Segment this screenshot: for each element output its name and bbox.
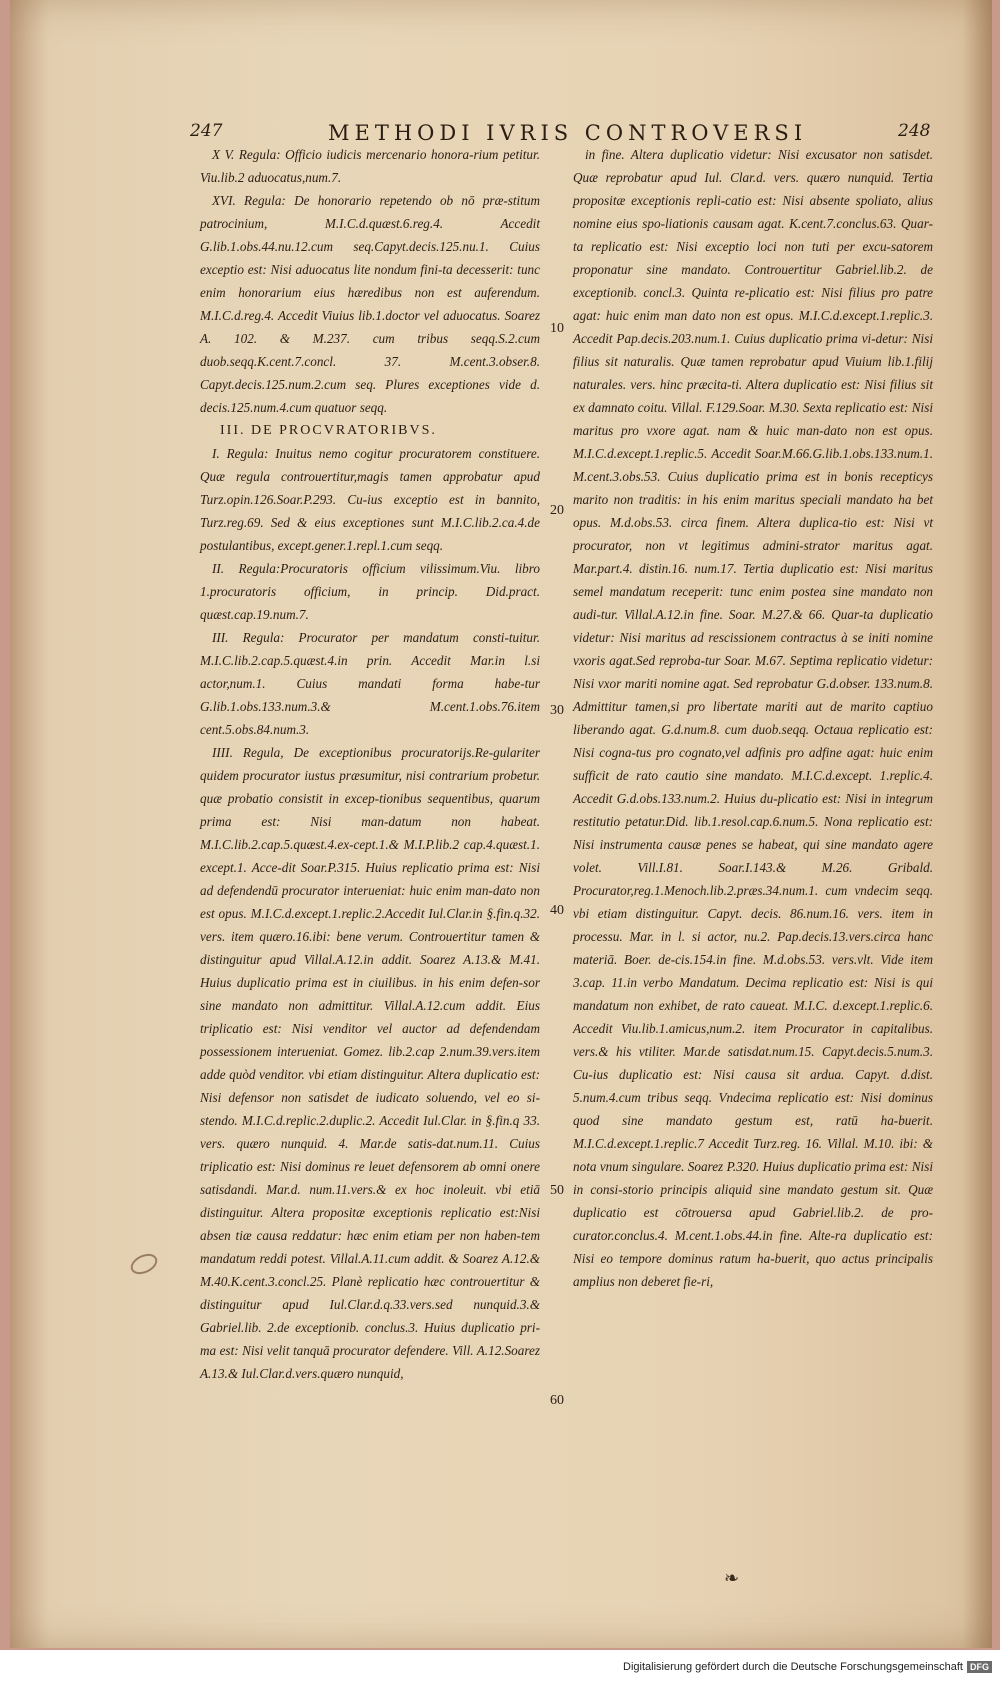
book-page [10, 0, 992, 1648]
dfg-logo: DFG [967, 1661, 992, 1673]
line-number: 50 [550, 1183, 564, 1198]
paragraph: II. Regula:Procuratoris officium vilissimum.Viu. libro 1.procuratoris officium, in princip. Did.pract. quæst.cap.19.num.7. [200, 561, 540, 622]
ornament-icon: ❧ [724, 1568, 740, 1589]
running-title: METHODI IVRIS CONTROVERSI [328, 121, 808, 145]
paragraph: I. Regula: Inuitus nemo cogitur procuratorem constituere. Quæ regula controuertitur,magis tamen approbatur apud Turz.opin.126.Soar.P.293. Cu-ius exceptio est in bannito, Turz.reg.69. Sed & eius exceptiones sunt M.I.C.lib.2.ca.4.de postulantibus, except.gener.1.repl.1.cum seqq. [200, 446, 540, 553]
paragraph: X V. Regula: Officio iudicis mercenario honora-rium petitur. Viu.lib.2 aduocatus,num.7. [200, 147, 540, 185]
line-number: 30 [550, 703, 564, 718]
line-number: 60 [550, 1393, 564, 1408]
left-column [200, 143, 540, 1385]
digitization-footer [623, 1659, 992, 1675]
line-number: 10 [550, 321, 564, 336]
page-number-right: 248 [898, 121, 931, 141]
paragraph: IIII. Regula, De exceptionibus procuratorijs.Re-gulariter quidem procurator iustus præsumitur, nisi contrarium probetur. quæ probatio consistit in excep-tionibus sequentibus, quarum prima est: Nisi man-datum non habeat. M.I.C.lib.2.cap.5.quæst.4.ex-cept.1.& M.I.P.lib.2 cap.4.quæst.1. except.1. Acce-dit Soar.P.315. Huius replicatio prima est: Nisi ad defendendū procurator interueniat: huic enim man-dato non est opus. M.I.C.d.except.1.replic.2.Accedit Iul.Clar.in §.fin.q.32. vers. item quæro.16.ibi: bene verum. Controuertitur tamen & distinguitur apud Villal.A.12.in addit. Soarez A.13.& M.41. Huius duplicatio prima est in ciuilibus. in his enim defen-sor sine mandato non admittitur. Villal.A.12.cum addit. Eius triplicatio est: Nisi venditor vel auctor ad defendendam possessionem interueniat. Gomez. lib.2.cap 2.num.39.vers.item adde quòd venditor. vbi etiam distinguitur. Altera duplicatio est: Nisi defensor non satisdet de iudicato soluendo, vel eo si-stendo. M.I.C.d.replic.2.duplic.2. Accedit Iul.Clar. in §.fin.q 33. vers. quæro nunquid. 4. Mar.de satis-dat.num.11. Cuius triplicatio est: Nisi dominus re leuet defensorem ab omni onere satisdandi. Mar.d. num.11.vers.& ex hoc inoleuit. vbi etiā distinguitur. Altera propositæ exceptionis replicatio est:Nisi absen tiæ causa reddatur: hæc enim etiam per non haben-tem mandatum reddi potest. Villal.A.11.cum addit. & Soarez A.12.& M.40.K.cent.3.concl.25. Planè replicatio hæc controuertitur & distinguitur apud Iul.Clar.d.q.33.vers.sed nunquid.3.& Gabriel.lib. 2.de exceptionib. conclus.3. Huius duplicatio pri-ma est: Nisi velit tanquā procurator defendere. Vill. A.12.Soarez A.13.& Iul.Clar.d.vers.quæro nunquid, [200, 745, 540, 1381]
right-column [573, 143, 933, 1293]
line-number: 20 [550, 503, 564, 518]
funding-credit: Digitalisierung gefördert durch die Deutsche Forschungsgemeinschaft [623, 1661, 963, 1673]
paragraph: in fine. Altera duplicatio videtur: Nisi excusator non satisdet. Quæ reprobatur apud Iul. Clar.d. vers. quæro nunquid. Tertia propositæ exceptionis repli-catio est: Nisi absente spoliato, alius nomine eius spo-liationis causam agat. K.cent.7.conclus.63. Quar-ta replicatio est: Nisi exceptio loci non tuti per excu-satorem proponatur sine mandato. Controuertitur Gabriel.lib.2. de exceptionib. concl.3. Quinta re-plicatio est: Nisi filius pro patre agat: huic enim man dato non est opus. M.I.C.d.except.1.replic.3. Accedit Pap.decis.203.num.1. Cuius duplicatio prima vi-detur: Nisi filius sit naturalis. Quæ tamen reprobatur apud Viuium lib.1.filij naturales. vers. hinc præcita-ti. Altera duplicatio est: Nisi filius sit ex damnato coitu. Villal. F.129.Soar. M.30. Sexta replicatio est: Nisi maritus pro vxore agat. nam & huic man-dato non est opus. M.I.C.d.except.1.replic.5. Accedit Soar.M.66.G.lib.1.obs.133.num.1. M.cent.3.obs.53. Cuius duplicatio prima est in bonis recepticys marito non traditis: in his enim maritus speciali mandato ha bet opus. M.d.obs.53. circa finem. Altera duplica-tio est: Nisi vt procurator, non vt legitimus admini-strator maritus agat. Mar.part.4. distin.16. num.17. Tertia duplicatio est: Nisi maritus semel mandatum receperit: tunc enim postea sine mandato non audi-tur. Villal.A.12.in fine. Soar. M.27.& 66. Quar-ta duplicatio videtur: Nisi maritus ad rescissionem contractus à se initi nomine vxoris agat.Sed reproba-tur Soar. M.67. Septima replicatio videtur: Nisi vxor mariti nomine agat. Sed reprobatur G.d.obser. 133.num.8. Admittitur tamen,si pro libertate mariti aut de marito captiuo liberando agat. G.d.num.8. cum duob.seqq. Octaua replicatio est: Nisi cogna-tus pro cognato,vel adfinis pro adfine agat: huic enim sufficit de rato cautio sine mandato. M.I.C.d.except. 1.replic.4. Accedit G.d.obs.133.num.2. Huius du-plicatio est: Nisi in integrum restitutio petatur.Did. lib.1.resol.cap.6.num.5. Nona replicatio est: Nisi instrumenta causæ penes se habeat, qui sine mandato agere volet. Vill.I.81. Soar.I.143.& M.26. Gribald. Procurator,reg.1.Menoch.lib.2.præs.34.num.1. cum vndecim seqq. vbi etiam distinguitur. Capyt. decis. 86.num.16. vers. item in processu. Mar. in l. si actor, nu.2. Pap.decis.13.vers.circa hanc materiā. Boer. de-cis.154.in fine. M.d.obs.53. vers.vlt. Vide item 3.cap. 11.in verbo Mandatum. Decima replicatio est: Nisi is qui mandatum non exhibet, de rato caueat. M.I.C. d.except.1.replic.6. Accedit Viu.lib.1.amicus,num.2. item Procurator in capitalibus. vers.& his vtiliter. Mar.de satisdat.num.15. Capyt.decis.5.num.3. Cu-ius duplicatio est: Nisi causa sit ardua. Capyt. d.dist. 5.num.4.cum tribus seqq. Vndecima replicatio est: Nisi dominus quod sine mandato gestum est, ratū ha-buerit. M.I.C.d.except.1.replic.7 Accedit Turz.reg. 16. Villal. M.10. ibi: & nota vnum singulare. Soarez P.320. Huius duplicatio prima est: Nisi in consi-storio principis aliquid sine mandato gestum sit. Quæ duplicatio est cōtrouersa apud Gabriel.lib.2. de pro-curator.conclus.4. M.cent.1.obs.44.in fine. Alte-ra duplicatio est: Nisi eo tempore dominus ratum ha-buerit, quo actus principalis amplius non deberet fie-ri, [573, 147, 933, 1289]
section-heading: III. DE PROCVRATORIBVS. [220, 423, 437, 438]
ink-stain [128, 1250, 161, 1278]
line-number: 40 [550, 903, 564, 918]
paragraph: XVI. Regula: De honorario repetendo ob nō præ-stitum patrocinium, M.I.C.d.quæst.6.reg.4. Accedit G.lib.1.obs.44.nu.12.cum seq.Capyt.decis.125.nu.1. Cuius exceptio est: Nisi aduocatus lite nondum fini-ta decesserit: tunc enim honorarium eius hæredibus non est auferendum. M.I.C.d.reg.4. Accedit Viuius lib.1.doctor vel aduocatus. Soarez A. 102. & M.237. cum tribus seqq.S.2.cum duob.seqq.K.cent.7.concl. 37. M.cent.3.obser.8. Capyt.decis.125.num.2.cum seq. Plures exceptiones vide d. decis.125.num.4.cum quatuor seqq. [200, 193, 540, 415]
paragraph: III. Regula: Procurator per mandatum consti-tuitur. M.I.C.lib.2.cap.5.quæst.4.in prin. Accedit Mar.in l.si actor,num.1. Cuius mandati forma habe-tur G.lib.1.obs.133.num.3.& M.cent.1.obs.76.item cent.5.obs.84.num.3. [200, 630, 540, 737]
page-number-left: 247 [190, 121, 223, 141]
